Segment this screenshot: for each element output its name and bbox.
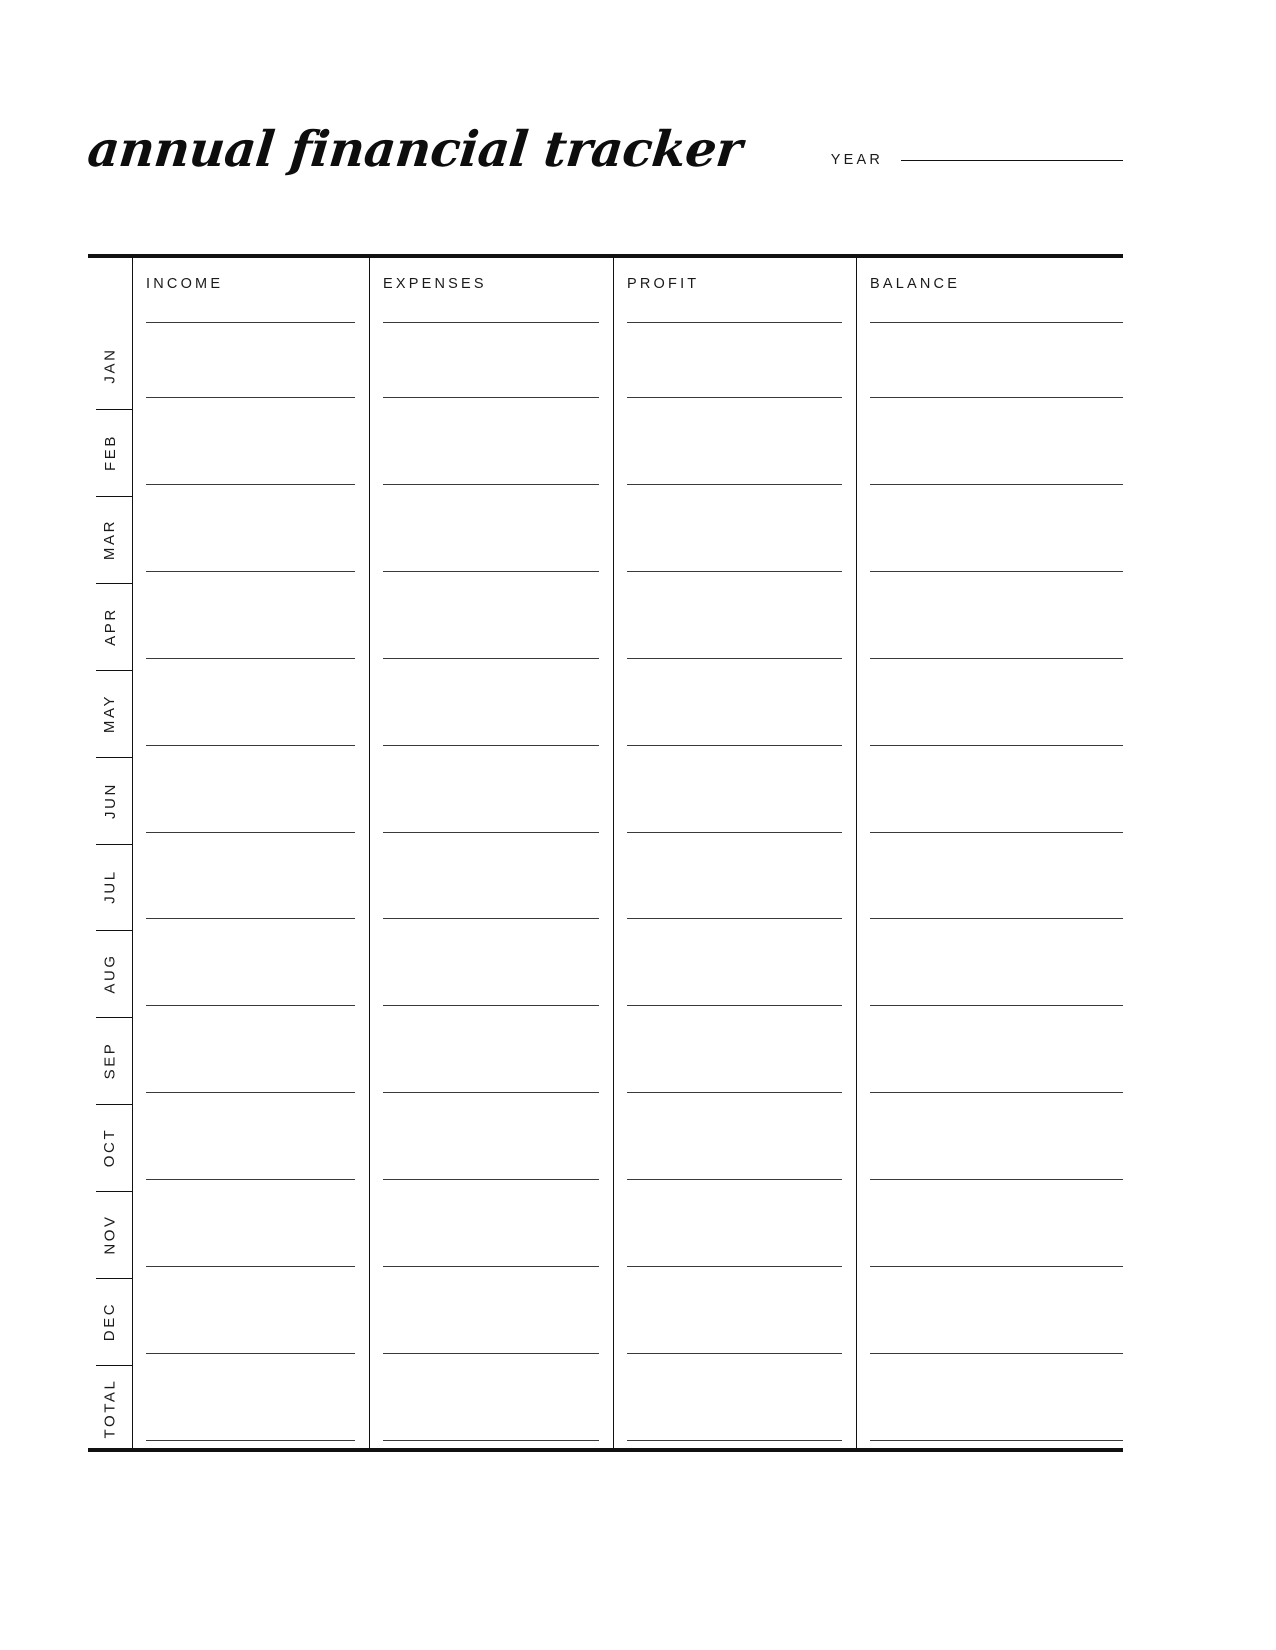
cell-profit[interactable] bbox=[613, 1278, 856, 1365]
month-label: MAR bbox=[101, 518, 119, 560]
month-label-cell bbox=[88, 930, 132, 1017]
month-label: JUN bbox=[101, 781, 119, 819]
month-label-cell bbox=[88, 670, 132, 757]
cell-profit[interactable] bbox=[613, 496, 856, 583]
cell-profit[interactable] bbox=[613, 409, 856, 496]
table-row-total bbox=[132, 1365, 1123, 1452]
cell-expenses[interactable] bbox=[369, 930, 613, 1017]
month-label: AUG bbox=[101, 953, 119, 995]
page-title: annual financial tracker bbox=[84, 120, 745, 178]
cell-expenses[interactable] bbox=[369, 1278, 613, 1365]
cell-profit[interactable] bbox=[613, 670, 856, 757]
cell-balance[interactable] bbox=[856, 930, 1123, 1017]
month-label: SEP bbox=[101, 1041, 119, 1080]
month-label: JUL bbox=[101, 869, 119, 905]
table-row bbox=[132, 670, 1123, 757]
cell-expenses[interactable] bbox=[369, 496, 613, 583]
cell-expenses[interactable] bbox=[369, 670, 613, 757]
cell-profit[interactable] bbox=[613, 1104, 856, 1191]
table-row bbox=[132, 1017, 1123, 1104]
month-label: DEC bbox=[101, 1301, 119, 1342]
year-input-line[interactable] bbox=[901, 160, 1123, 161]
month-label: OCT bbox=[101, 1128, 119, 1168]
cell-income[interactable] bbox=[132, 1017, 369, 1104]
cell-profit[interactable] bbox=[613, 844, 856, 931]
cell-balance[interactable] bbox=[856, 322, 1123, 409]
table-row bbox=[132, 1104, 1123, 1191]
year-label: YEAR bbox=[830, 152, 883, 168]
cell-expenses[interactable] bbox=[369, 757, 613, 844]
cell-income[interactable] bbox=[132, 583, 369, 670]
cell-expenses[interactable] bbox=[369, 583, 613, 670]
cell-income[interactable] bbox=[132, 1278, 369, 1365]
cell-income[interactable] bbox=[132, 670, 369, 757]
cell-expenses[interactable] bbox=[369, 1191, 613, 1278]
table-row bbox=[132, 583, 1123, 670]
table-row bbox=[132, 844, 1123, 931]
financial-table bbox=[88, 254, 1123, 1452]
month-label: JAN bbox=[101, 347, 119, 384]
month-label-cell bbox=[88, 1278, 132, 1365]
cell-profit[interactable] bbox=[613, 930, 856, 1017]
month-label: APR bbox=[101, 606, 119, 646]
cell-balance[interactable] bbox=[856, 1017, 1123, 1104]
cell-profit-total[interactable] bbox=[613, 1365, 856, 1452]
cell-income[interactable] bbox=[132, 496, 369, 583]
cell-balance[interactable] bbox=[856, 583, 1123, 670]
total-label: TOTAL bbox=[101, 1378, 119, 1439]
month-label-cell bbox=[88, 1191, 132, 1278]
cell-balance[interactable] bbox=[856, 1278, 1123, 1365]
table-row bbox=[132, 1191, 1123, 1278]
total-label-cell bbox=[88, 1365, 132, 1452]
cell-expenses-total[interactable] bbox=[369, 1365, 613, 1452]
cell-expenses[interactable] bbox=[369, 1104, 613, 1191]
column-header-income: INCOME bbox=[146, 276, 224, 292]
cell-income-total[interactable] bbox=[132, 1365, 369, 1452]
cell-profit[interactable] bbox=[613, 1017, 856, 1104]
month-label-cell bbox=[88, 409, 132, 496]
cell-profit[interactable] bbox=[613, 583, 856, 670]
cell-expenses[interactable] bbox=[369, 322, 613, 409]
cell-balance[interactable] bbox=[856, 1104, 1123, 1191]
month-label-column bbox=[88, 322, 132, 1452]
month-label-cell bbox=[88, 496, 132, 583]
table-row bbox=[132, 1278, 1123, 1365]
table-top-border bbox=[88, 254, 1123, 258]
cell-profit[interactable] bbox=[613, 757, 856, 844]
table-row bbox=[132, 757, 1123, 844]
month-label-cell bbox=[88, 1017, 132, 1104]
cell-balance[interactable] bbox=[856, 409, 1123, 496]
cell-balance[interactable] bbox=[856, 496, 1123, 583]
cell-profit[interactable] bbox=[613, 322, 856, 409]
entry-grid bbox=[132, 322, 1123, 1452]
year-field-group bbox=[831, 152, 1123, 168]
cell-income[interactable] bbox=[132, 930, 369, 1017]
cell-income[interactable] bbox=[132, 1191, 369, 1278]
column-header-profit: PROFIT bbox=[627, 276, 700, 292]
cell-balance[interactable] bbox=[856, 757, 1123, 844]
column-header-balance: BALANCE bbox=[870, 276, 961, 292]
month-label-cell bbox=[88, 1104, 132, 1191]
table-row bbox=[132, 496, 1123, 583]
cell-income[interactable] bbox=[132, 409, 369, 496]
month-label-cell bbox=[88, 757, 132, 844]
cell-income[interactable] bbox=[132, 322, 369, 409]
month-label: FEB bbox=[101, 433, 119, 471]
month-label: MAY bbox=[101, 693, 119, 733]
cell-profit[interactable] bbox=[613, 1191, 856, 1278]
month-label-cell bbox=[88, 322, 132, 409]
cell-income[interactable] bbox=[132, 757, 369, 844]
month-label-cell bbox=[88, 583, 132, 670]
month-label: NOV bbox=[101, 1214, 119, 1255]
cell-balance[interactable] bbox=[856, 670, 1123, 757]
table-row bbox=[132, 409, 1123, 496]
column-header-expenses: EXPENSES bbox=[383, 276, 487, 292]
cell-income[interactable] bbox=[132, 1104, 369, 1191]
cell-expenses[interactable] bbox=[369, 844, 613, 931]
cell-expenses[interactable] bbox=[369, 409, 613, 496]
page-header bbox=[84, 110, 1123, 210]
table-row bbox=[132, 322, 1123, 409]
cell-balance-total[interactable] bbox=[856, 1365, 1123, 1452]
table-row bbox=[132, 930, 1123, 1017]
month-label-cell bbox=[88, 844, 132, 931]
cell-expenses[interactable] bbox=[369, 1017, 613, 1104]
cell-balance[interactable] bbox=[856, 844, 1123, 931]
cell-income[interactable] bbox=[132, 844, 369, 931]
cell-balance[interactable] bbox=[856, 1191, 1123, 1278]
